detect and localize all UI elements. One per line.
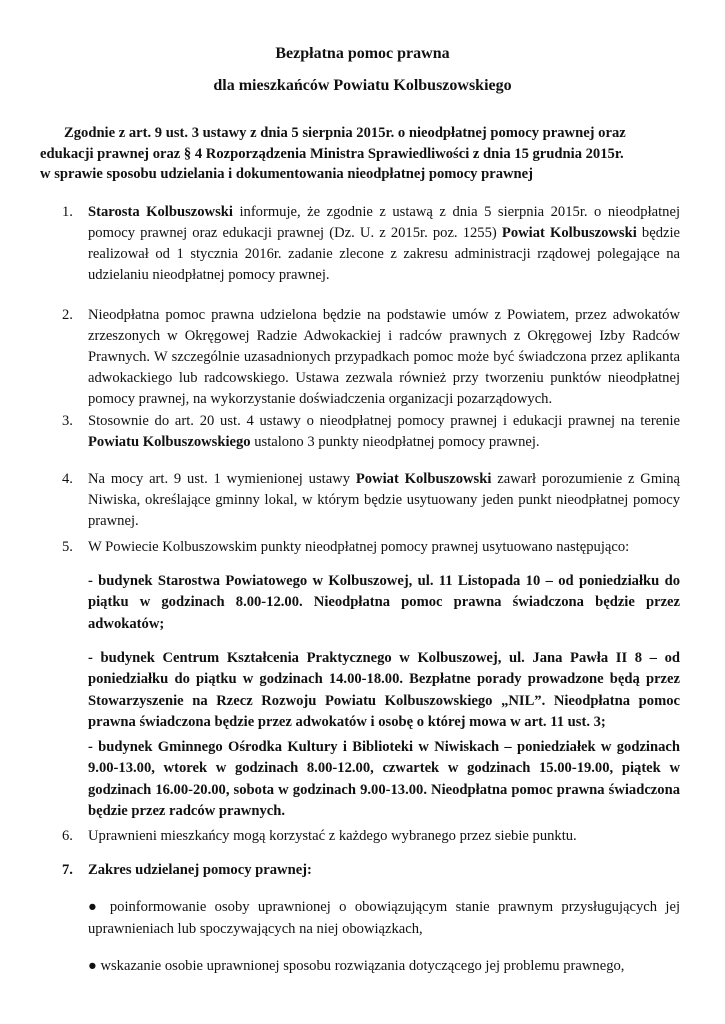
legal-basis-line: edukacji prawnej oraz § 4 Rozporządzenia Ministra Sprawiedliwości z dnia 15 grudnia 2015r. xyxy=(40,145,624,162)
list-item-7 xyxy=(62,860,680,881)
scope-bullet: ● wskazanie osobie uprawnionej sposobu rozwiązania dotyczącego jej problemu prawnego, xyxy=(88,958,625,974)
document-subtitle: dla mieszkańców Powiatu Kolbuszowskiego xyxy=(213,77,512,94)
item-number: 2. xyxy=(62,307,73,323)
bold-text: Starosta Kolbuszowski xyxy=(88,204,233,220)
list-item-5 xyxy=(62,537,680,558)
legal-basis xyxy=(40,123,680,185)
list-item-1 xyxy=(62,202,680,286)
location-gokib-niwiska: - budynek Gminnego Ośrodka Kultury i Biblioteki w Niwiskach – poniedziałek w godzinach 9.00-13.00, wtorek w godzinach 8.00-12.00, czwartek w godzinach 15.00-19.00, piątek w godzinach 16.00-20.00, sobota w godzinach 9.00-13.00. Nieodpłatna pomoc prawna świadczona będzie przez radców prawnych. xyxy=(88,739,680,819)
item-text: Nieodpłatna pomoc prawna udzielona będzie na podstawie umów z Powiatem, przez adwokatów zrzeszonych w Okręgowej Radzie Adwokackiej i radców prawnych z Okręgowej Izby Radców Prawnych. W szczególnie uzasadnionych przypadkach pomoc może być świadczona przez aplikanta adwokackiego lub radcowskiego. Ustawa zezwala również przy tworzeniu punktów nieodpłatnej pomocy prawnej, na wykorzystanie doświadczenia organizacji pozarządowych. xyxy=(88,307,680,407)
location-starostwo: - budynek Starostwa Powiatowego w Kolbuszowej, ul. 11 Listopada 10 – od poniedziałku do piątku w godzinach 8.00-12.00. Nieodpłatna pomoc prawna świadczona będzie przez adwokatów; xyxy=(88,573,680,632)
item-text: Na mocy art. 9 ust. 1 wymienionej ustawy xyxy=(88,471,356,487)
list-item-4 xyxy=(62,469,680,532)
bold-text: Powiatu Kolbuszowskiego xyxy=(88,434,251,450)
item-text: zawarł porozumienie z Gminą Niwiska, określające gminny lokal, w którym będzie usytuowany jeden punkt nieodpłatnej pomocy prawnej. xyxy=(88,471,680,529)
legal-basis-line: Zgodnie z art. 9 ust. 3 ustawy z dnia 5 sierpnia 2015r. o nieodpłatnej pomocy prawnej oraz xyxy=(64,125,626,141)
item-number: 4. xyxy=(62,471,73,487)
item-text: W Powiecie Kolbuszowskim punkty nieodpłatnej pomocy prawnej usytuowano następująco: xyxy=(88,539,630,555)
item-text: Uprawnieni mieszkańcy mogą korzystać z każdego wybranego przez siebie punktu. xyxy=(88,828,577,844)
item-text: ustalono 3 punkty nieodpłatnej pomocy prawnej. xyxy=(250,434,540,450)
bold-text: Powiat Kolbuszowski xyxy=(355,471,492,487)
bold-text: Powiat Kolbuszowski xyxy=(501,225,637,241)
item-text: Zakres udzielanej pomocy prawnej: xyxy=(88,862,312,878)
scope-bullet: ● poinformowanie osoby uprawnionej o obowiązującym stanie prawnym przysługujących jej uprawnieniach lub spoczywających na niej obowiązkach, xyxy=(88,899,680,937)
item-number: 5. xyxy=(62,539,73,555)
list-item-3 xyxy=(62,411,680,453)
item-text: Stosownie do art. 20 ust. 4 ustawy o nieodpłatnej pomocy prawnej i edukacji prawnej na terenie xyxy=(88,413,680,429)
location-ckp: - budynek Centrum Kształcenia Praktycznego w Kolbuszowej, ul. Jana Pawła II 8 – od poniedziałku do piątku w godzinach 14.00-18.00. Bezpłatne porady prowadzone będą przez Stowarzyszenie na Rzecz Rozwoju Powiatu Kolbuszowskiego „NIL”. Nieodpłatna pomoc prawna świadczona będzie przez adwokatów i osobę o której mowa w art. 11 ust. 3; xyxy=(88,650,680,730)
document-title: Bezpłatna pomoc prawna xyxy=(275,45,450,62)
item-text: informuje, że zgodnie z ustawą z dnia 5 sierpnia 2015r. o nieodpłatnej pomocy prawnej oraz edukacji prawnej (Dz. U. z 2015r. poz. 1255) xyxy=(88,204,681,241)
item-text: będzie realizował od 1 stycznia 2016r. zadanie zlecone z zakresu administracji rządowej polegające na udzielaniu nieodpłatnej pomocy prawnej. xyxy=(88,225,681,283)
list-item-2 xyxy=(62,305,680,410)
legal-basis-line: w sprawie sposobu udzielania i dokumentowania nieodpłatnej pomocy prawnej xyxy=(40,166,534,182)
list-item-6 xyxy=(62,826,680,847)
item-number: 7. xyxy=(62,862,73,878)
item-number: 6. xyxy=(62,828,73,844)
item-number: 3. xyxy=(62,413,73,429)
item-number: 1. xyxy=(62,204,73,220)
